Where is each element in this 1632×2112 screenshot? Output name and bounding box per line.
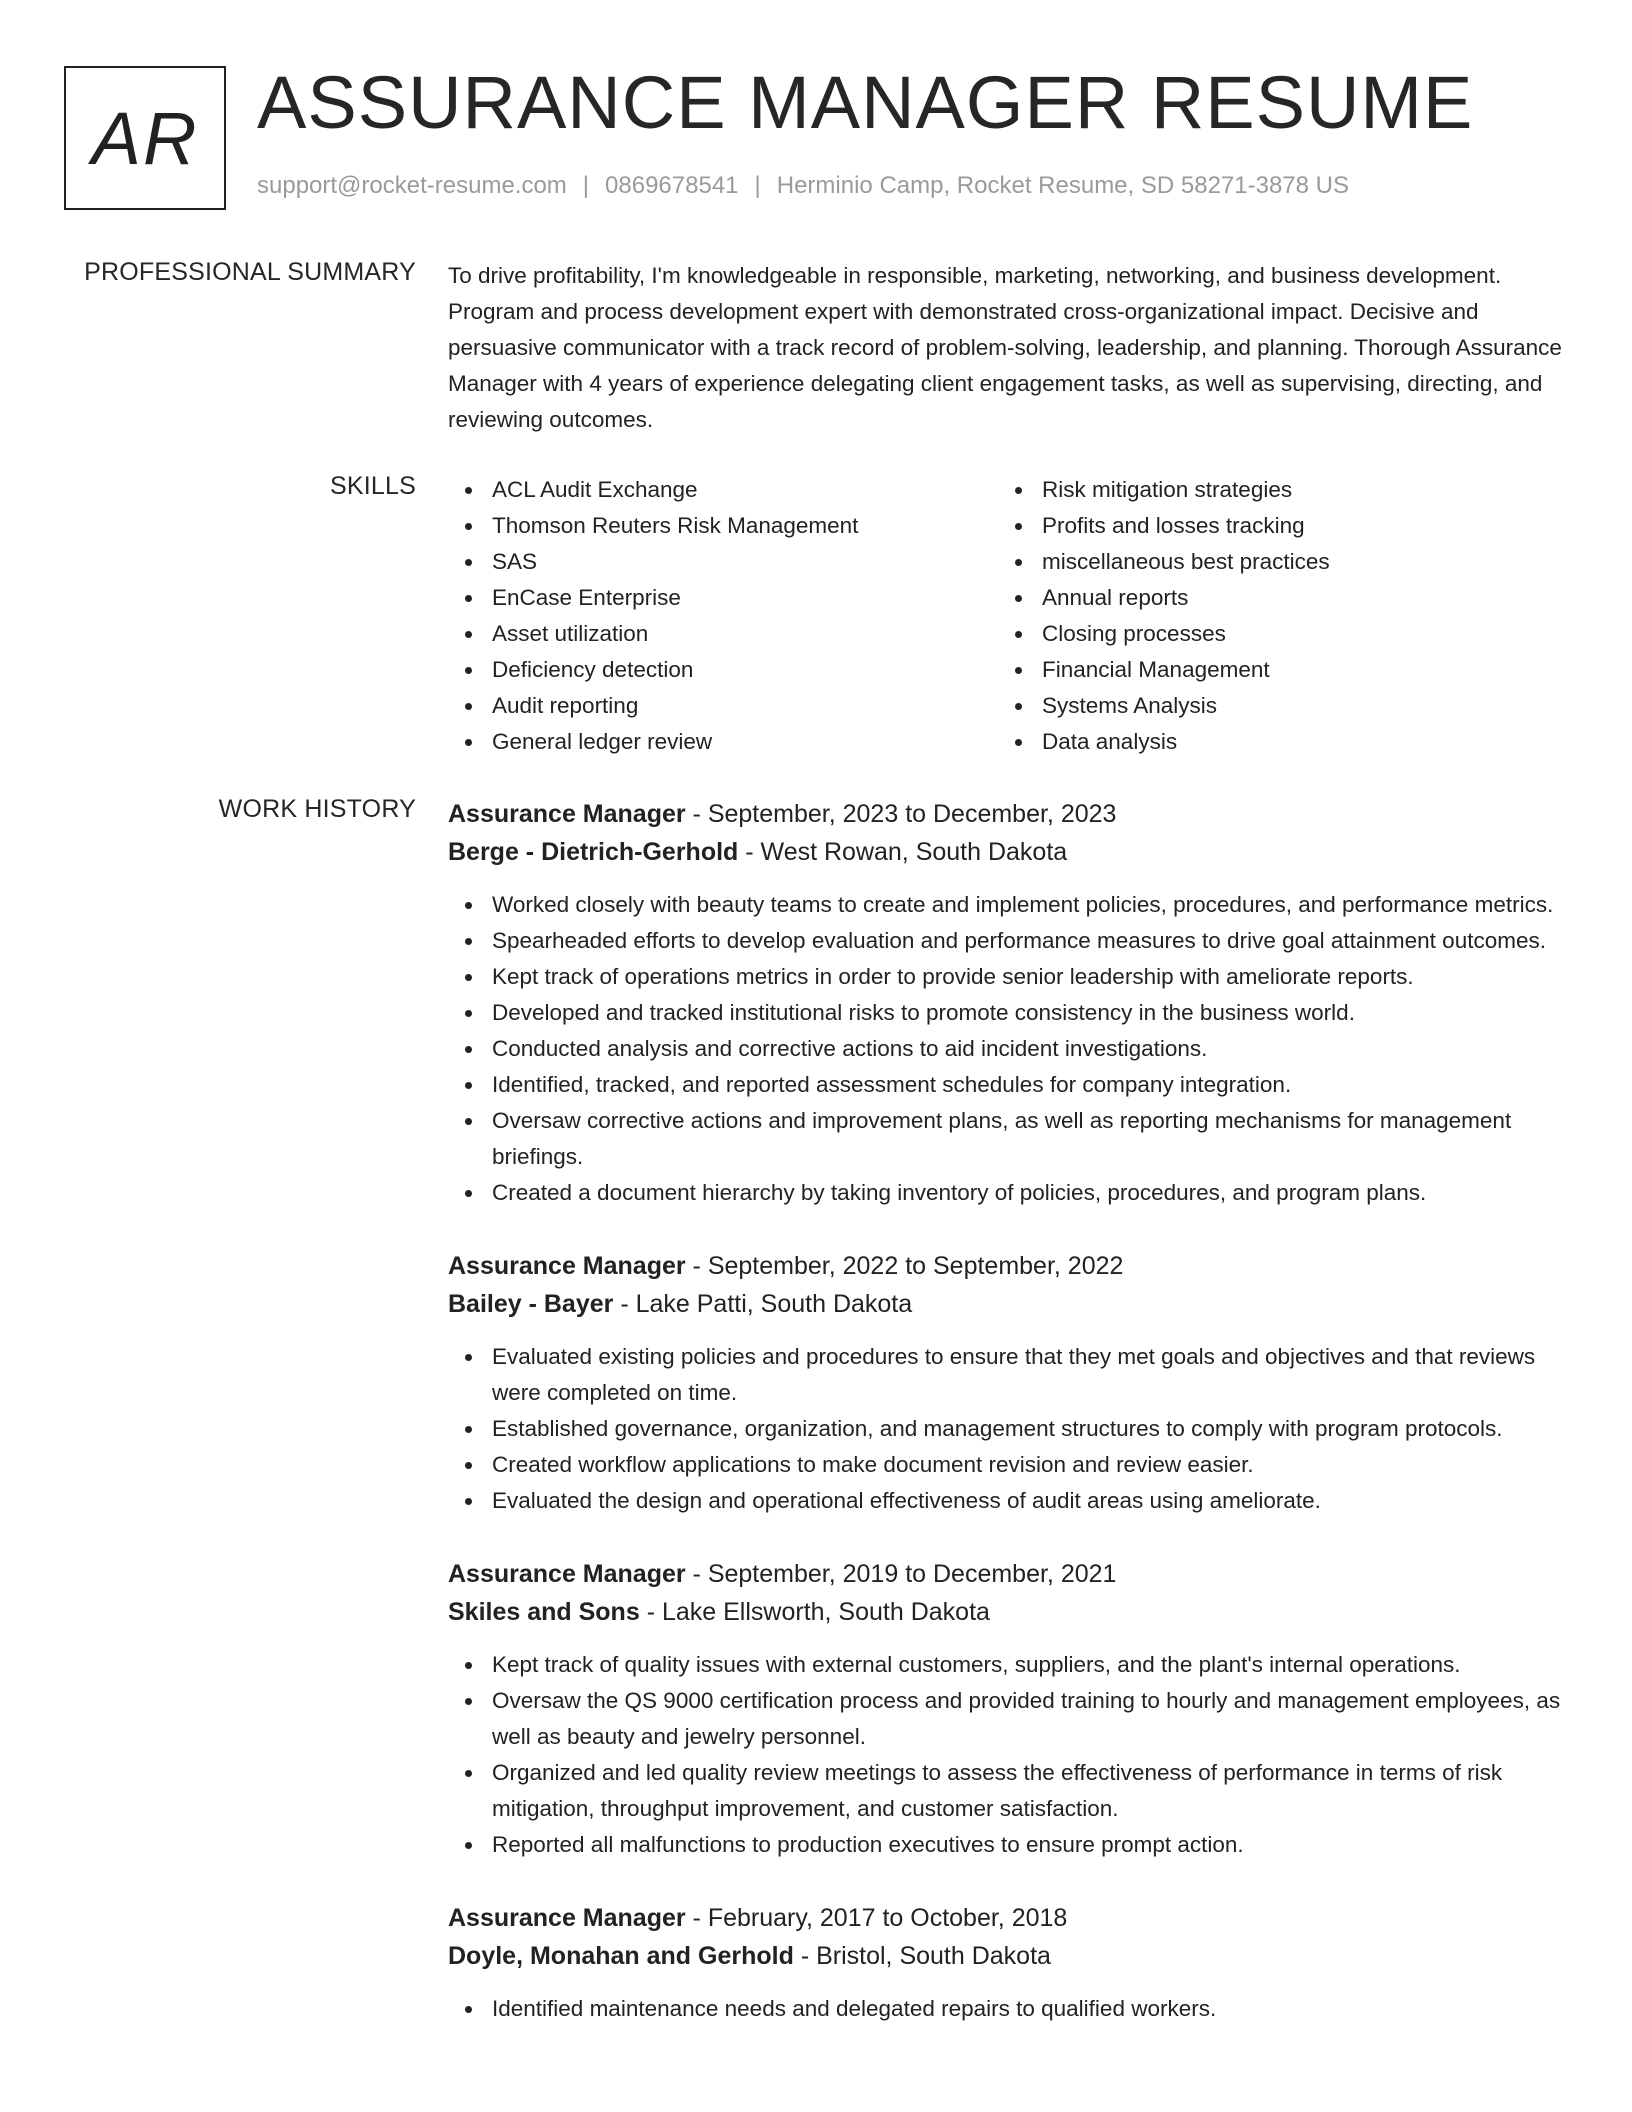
job-duty-item: Developed and tracked institutional risks to promote consistency in the business world. [448,995,1572,1031]
skill-item: Financial Management [998,652,1548,688]
skills-column-left [448,472,998,760]
job-duty-item: Kept track of operations metrics in order to provide senior leadership with ameliorate reports. [448,959,1572,995]
job-duty-item: Created a document hierarchy by taking inventory of policies, procedures, and program plans. [448,1175,1572,1211]
job-entry [448,1555,1572,1863]
job-duty-item: Oversaw corrective actions and improvement plans, as well as reporting mechanisms for management briefings. [448,1103,1572,1175]
summary-text: To drive profitability, I'm knowledgeable in responsible, marketing, networking, and business development. Program and process development expert with demonstrated cross-organizational impact. Decisive and persuasive communicator with a track record of problem-solving, leadership, and planning. Thorough Assurance Manager with 4 years of experience delegating client engagement tasks, as well as supervising, directing, and reviewing outcomes. [448,263,1562,432]
job-company-line [448,833,1572,871]
job-duty-item: Established governance, organization, and management structures to comply with program protocols. [448,1411,1572,1447]
job-duties-list [448,887,1572,1211]
skill-item: ACL Audit Exchange [448,472,998,508]
skill-item: Risk mitigation strategies [998,472,1548,508]
job-title-line [448,795,1572,833]
job-dates: - September, 2022 to September, 2022 [685,1252,1124,1280]
job-company-line [448,1937,1572,1975]
skill-item: Systems Analysis [998,688,1548,724]
contact-email: support@rocket-resume.com [257,172,567,199]
job-duty-item: Organized and led quality review meetings to assess the effectiveness of performance in terms of risk mitigation, throughput improvement, and customer satisfaction. [448,1755,1572,1827]
skill-item: EnCase Enterprise [448,580,998,616]
skill-item: Deficiency detection [448,652,998,688]
job-title: Assurance Manager [448,1560,686,1588]
job-company-line [448,1593,1572,1631]
contact-separator: | [754,172,761,199]
skills-column-right [998,472,1548,760]
job-company: Doyle, Monahan and Gerhold [448,1942,794,1970]
job-duties-list [448,1647,1572,1863]
skill-item: Closing processes [998,616,1548,652]
job-duty-item: Worked closely with beauty teams to create and implement policies, procedures, and performance metrics. [448,887,1572,923]
skill-item: General ledger review [448,724,998,760]
job-duty-item: Kept track of quality issues with external customers, suppliers, and the plant's internal operations. [448,1647,1572,1683]
job-title: Assurance Manager [448,1904,686,1932]
skills-grid [448,472,1572,760]
skill-item: Asset utilization [448,616,998,652]
job-entry [448,1899,1572,2027]
section-label-summary: PROFESSIONAL SUMMARY [84,258,416,286]
job-dates: - September, 2023 to December, 2023 [685,800,1117,828]
job-company: Berge - Dietrich-Gerhold [448,838,739,866]
job-title: Assurance Manager [448,800,686,828]
skill-item: Data analysis [998,724,1548,760]
job-title-line [448,1247,1572,1285]
skill-item: Audit reporting [448,688,998,724]
job-duty-item: Reported all malfunctions to production executives to ensure prompt action. [448,1827,1572,1863]
job-duties-list [448,1991,1572,2027]
job-title: Assurance Manager [448,1252,686,1280]
job-entry [448,1247,1572,1519]
job-entry [448,795,1572,1211]
job-list [448,795,1572,2063]
section-label-work-history: WORK HISTORY [218,795,416,823]
section-label-skills: SKILLS [330,472,416,500]
skill-item: SAS [448,544,998,580]
job-location: - West Rowan, South Dakota [738,838,1068,866]
job-company: Skiles and Sons [448,1598,640,1626]
contact-line [257,172,1349,200]
job-company-line [448,1285,1572,1323]
job-duty-item: Identified maintenance needs and delegated repairs to qualified workers. [448,1991,1572,2027]
skill-item: Profits and losses tracking [998,508,1548,544]
contact-phone: 0869678541 [605,172,739,199]
job-dates: - September, 2019 to December, 2021 [685,1560,1117,1588]
resume-header [64,61,1592,210]
job-location: - Lake Patti, South Dakota [613,1290,913,1318]
monogram-box: AR [64,66,226,210]
job-company: Bailey - Bayer [448,1290,614,1318]
skill-item: Thomson Reuters Risk Management [448,508,998,544]
contact-separator: | [582,172,590,199]
job-title-line [448,1555,1572,1593]
resume-title: ASSURANCE MANAGER RESUME [257,61,1474,144]
job-dates: - February, 2017 to October, 2018 [685,1904,1068,1932]
job-title-line [448,1899,1572,1937]
job-duty-item: Evaluated the design and operational effectiveness of audit areas using ameliorate. [448,1483,1572,1519]
job-location: - Bristol, South Dakota [793,1942,1051,1970]
job-duty-item: Identified, tracked, and reported assessment schedules for company integration. [448,1067,1572,1103]
contact-address: Herminio Camp, Rocket Resume, SD 58271-3878 US [776,172,1349,199]
skill-item: Annual reports [998,580,1548,616]
job-duties-list [448,1339,1572,1519]
job-duty-item: Oversaw the QS 9000 certification process and provided training to hourly and management employees, as well as beauty and jewelry personnel. [448,1683,1572,1755]
skill-item: miscellaneous best practices [998,544,1548,580]
job-duty-item: Conducted analysis and corrective actions to aid incident investigations. [448,1031,1572,1067]
job-duty-item: Spearheaded efforts to develop evaluation and performance measures to drive goal attainment outcomes. [448,923,1572,959]
job-duty-item: Created workflow applications to make document revision and review easier. [448,1447,1572,1483]
job-duty-item: Evaluated existing policies and procedures to ensure that they met goals and objectives and that reviews were completed on time. [448,1339,1572,1411]
job-location: - Lake Ellsworth, South Dakota [639,1598,990,1626]
